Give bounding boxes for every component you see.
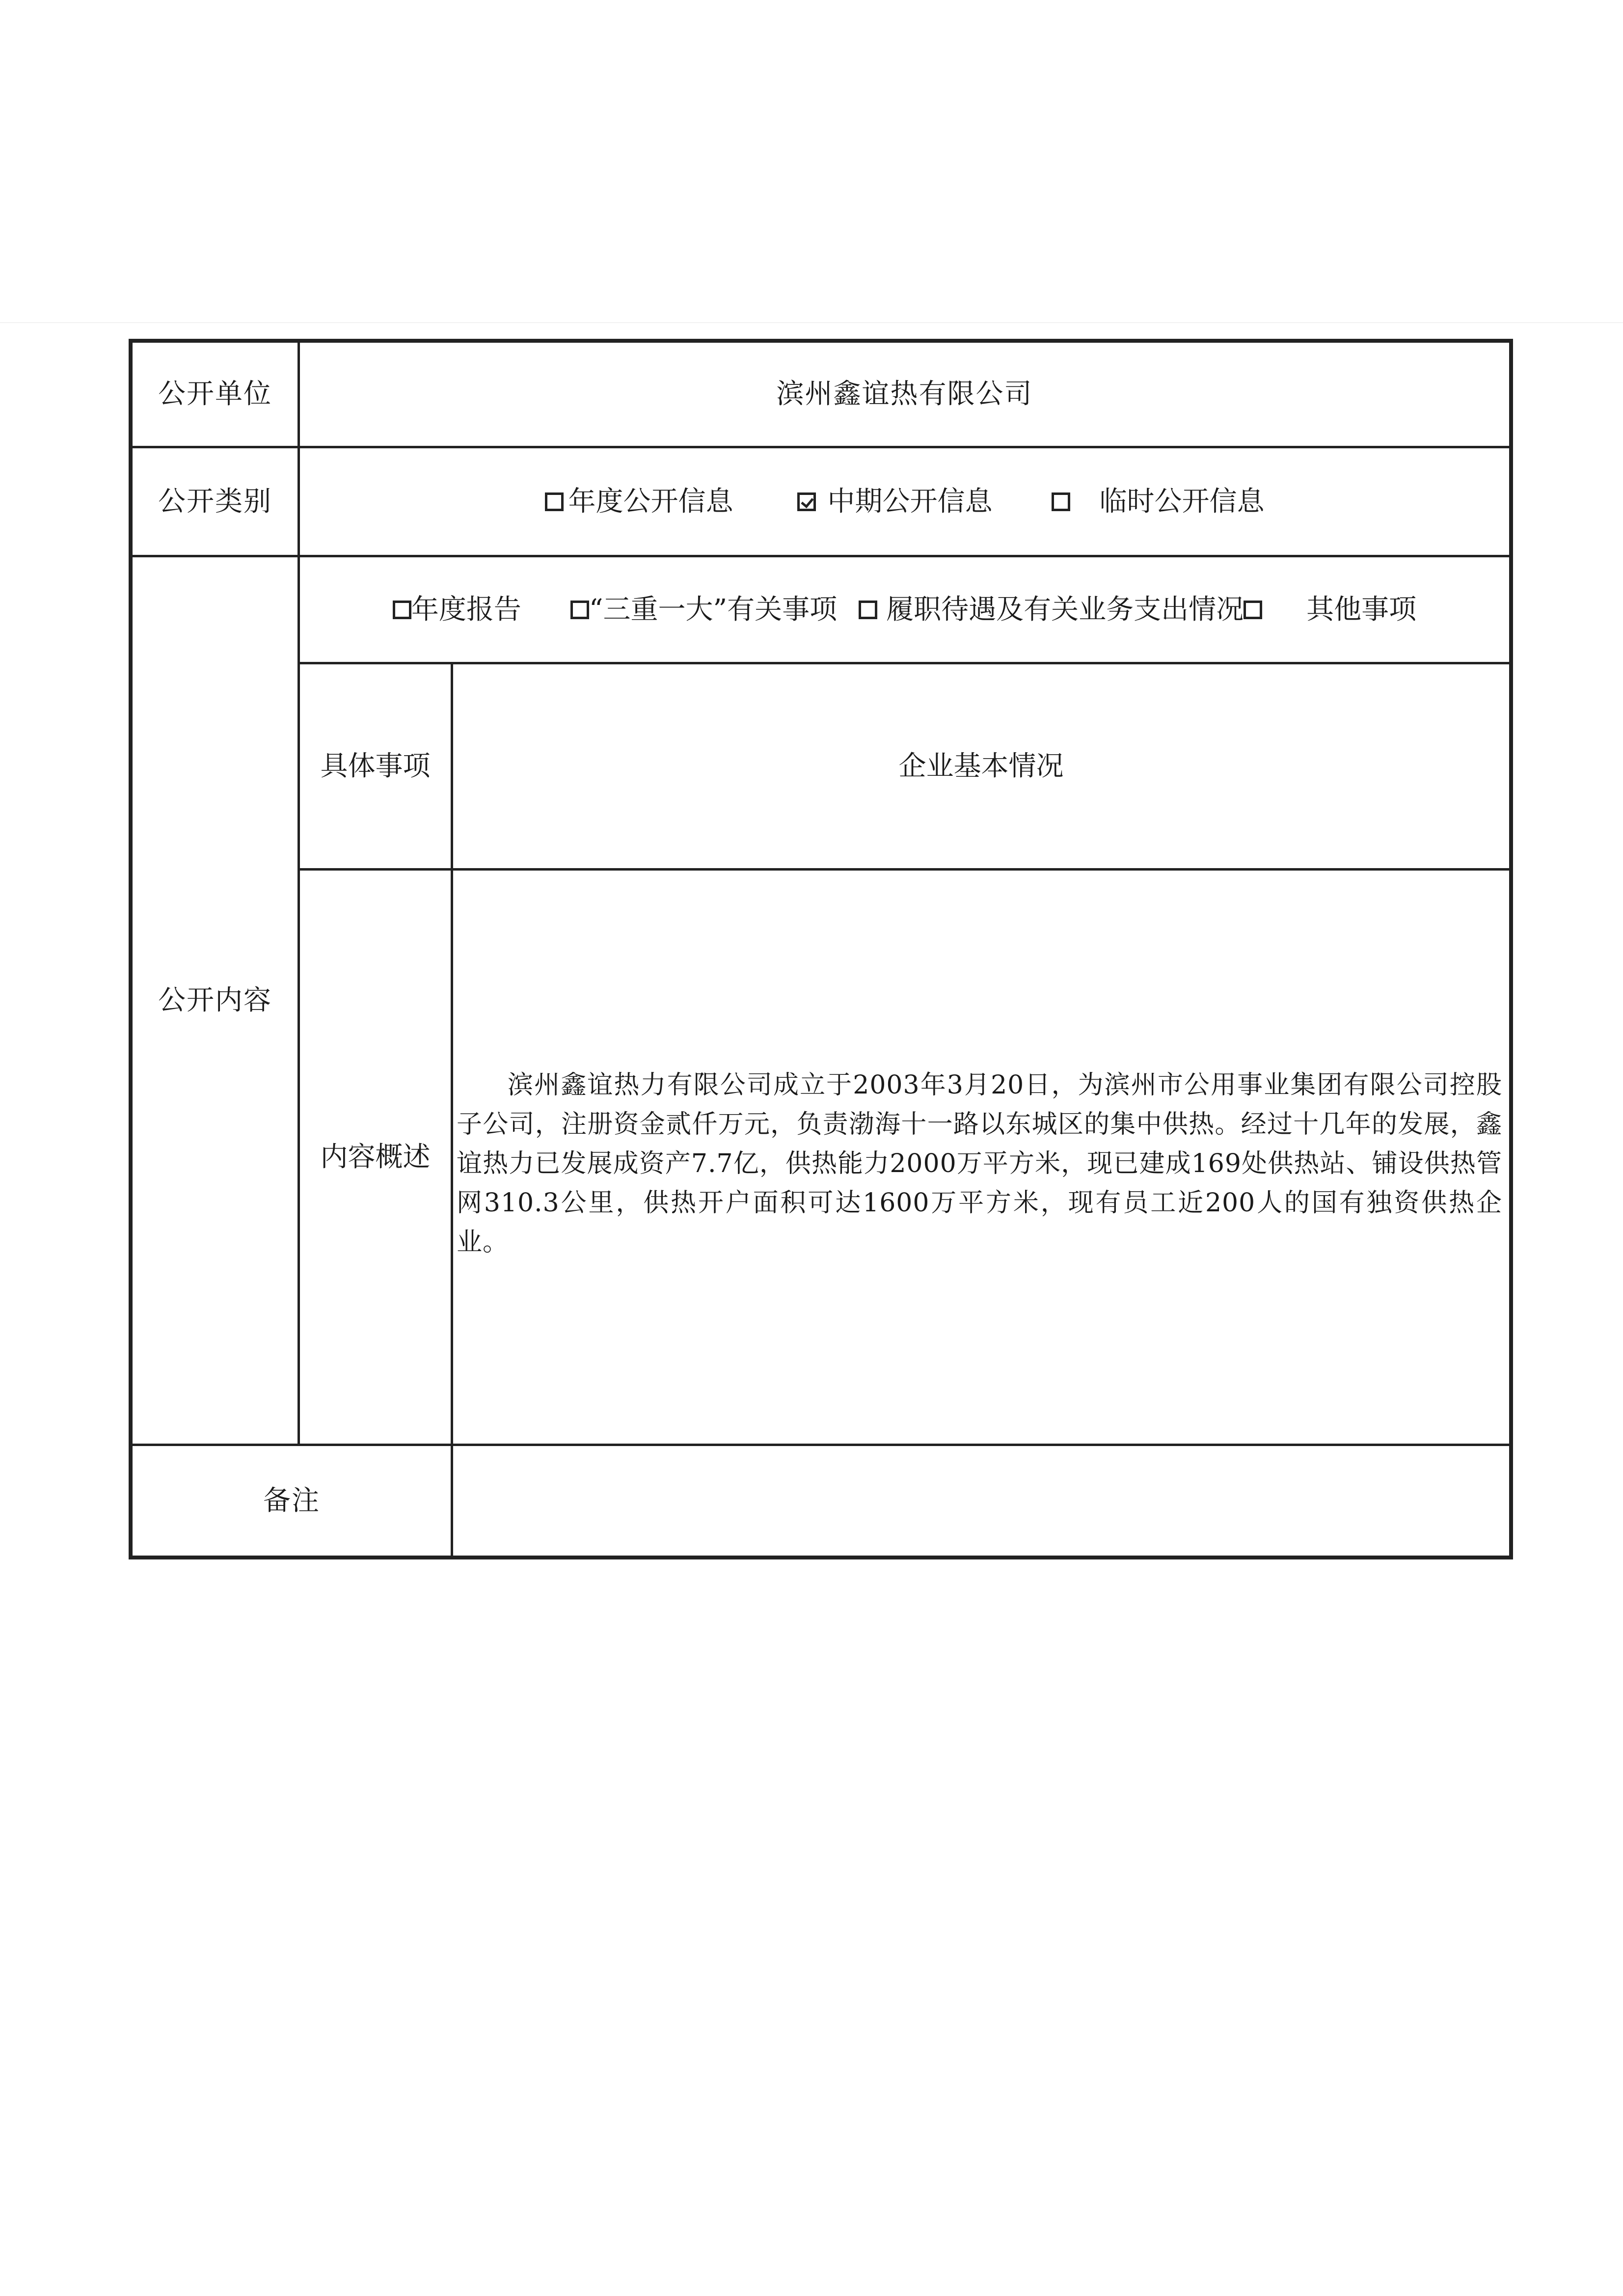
category-option-temporary[interactable] <box>1052 485 1265 518</box>
content-option-label: 履职待遇及有关业务支出情况 <box>886 593 1244 626</box>
category-label: 公开类别 <box>158 485 272 518</box>
content-label: 公开内容 <box>158 984 272 1016</box>
specific-value: 企业基本情况 <box>898 750 1064 782</box>
category-option-midterm[interactable] <box>797 485 993 518</box>
unit-value: 滨州鑫谊热有限公司 <box>776 378 1033 410</box>
content-option-label: 其他事项 <box>1306 593 1417 626</box>
unit-label: 公开单位 <box>158 378 272 410</box>
checkbox-icon[interactable] <box>1244 601 1262 619</box>
row-divider <box>299 868 1511 871</box>
content-option-duty-expenses[interactable] <box>859 593 1244 626</box>
checkbox-icon[interactable] <box>570 601 589 619</box>
checkbox-icon[interactable] <box>859 601 877 619</box>
specific-label: 具体事项 <box>320 750 431 782</box>
category-option-label: 年度公开信息 <box>568 485 733 518</box>
summary-label: 内容概述 <box>320 1141 431 1173</box>
remarks-label: 备注 <box>263 1484 320 1517</box>
checkbox-icon[interactable] <box>1052 492 1070 511</box>
checkbox-icon[interactable] <box>545 492 564 511</box>
category-options <box>300 448 1509 555</box>
remarks-value <box>453 1446 1509 1556</box>
scan-artifact-line <box>0 322 1623 323</box>
category-option-annual[interactable] <box>545 485 733 518</box>
content-option-other[interactable] <box>1244 593 1416 626</box>
checked-checkbox-icon[interactable] <box>797 492 816 511</box>
checkbox-icon[interactable] <box>393 601 411 619</box>
content-option-label: 年度报告 <box>411 593 521 626</box>
category-option-label: 中期公开信息 <box>827 485 993 518</box>
content-option-label: “三重一大”有关事项 <box>589 593 838 626</box>
category-option-label: 临时公开信息 <box>1099 485 1265 518</box>
content-option-major-matters[interactable] <box>570 593 837 626</box>
summary-text: 滨州鑫谊热力有限公司成立于2003年3月20日，为滨州市公用事业集团有限公司控股子公司，注册资金贰仟万元，负责渤海十一路以东城区的集中供热。经过十几年的发展，鑫谊热力已发展成资产7.7亿，供热能力2000万平方米，现已建成169处供热站、铺设供热管网310.3公里，供热开户面积可达1600万平方米，现有员工近200人的国有独资供热企业。 <box>457 1070 1502 1257</box>
content-option-annual-report[interactable] <box>393 593 521 626</box>
content-options <box>300 557 1509 662</box>
